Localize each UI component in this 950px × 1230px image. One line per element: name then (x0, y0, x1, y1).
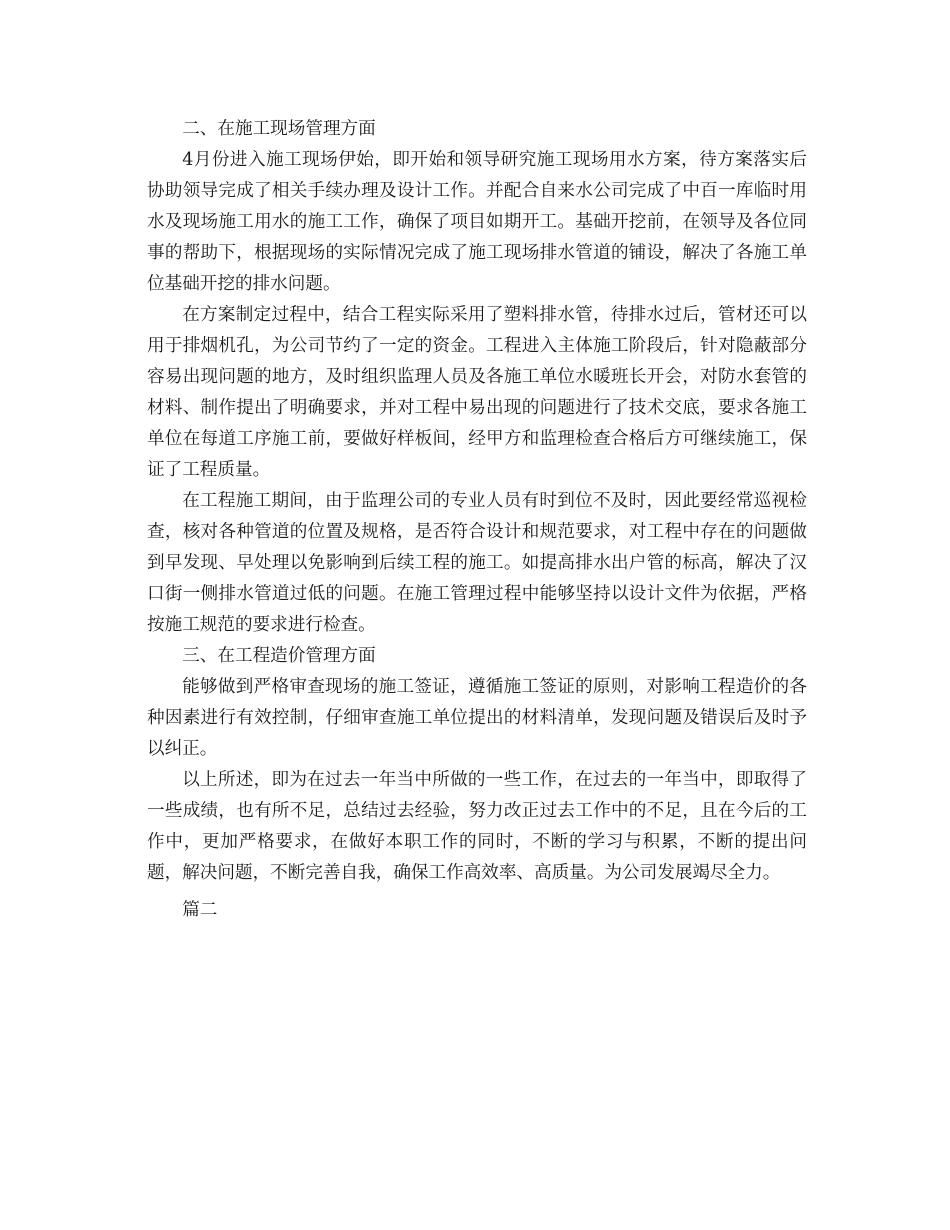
part-two-heading: 篇二 (182, 900, 218, 920)
document-body (147, 114, 807, 926)
section-heading-site-management: 二、在施工现场管理方面 (182, 119, 376, 139)
section-heading-cost-management: 三、在工程造价管理方面 (182, 646, 376, 666)
paragraph-water-plan: 4月份进入施工现场伊始，即开始和领导研究施工现场用水方案，待方案落实后协助领导完成了相关手续办理及设计工作。并配合自来水公司完成了中百一库临时用水及现场施工用水的施工工作，确保了项目如期开工。基础开挖前，在领导及各位同事的帮助下，根据现场的实际情况完成了施工现场排水管道的铺设，解决了各施工单位基础开挖的排水问题。 (147, 150, 807, 294)
paragraph-construction-period: 在工程施工期间，由于监理公司的专业人员有时到位不及时，因此要经常巡视检查，核对各种管道的位置及规格，是否符合设计和规范要求，对工程中存在的问题做到早发现、早处理以免影响到后续工程的施工。如提高排水出户管的标高，解决了汉口街一侧排水管道过低的问题。在施工管理过程中能够坚持以设计文件为依据，严格按施工规范的要求进行检查。 (147, 491, 807, 635)
paragraph-cost-control: 能够做到严格审查现场的施工签证，遵循施工签证的原则，对影响工程造价的各种因素进行有效控制，仔细审查施工单位提出的材料清单，发现问题及错误后及时予以纠正。 (147, 677, 807, 759)
paragraph-plan-formulation: 在方案制定过程中，结合工程实际采用了塑料排水管，待排水过后，管材还可以用于排烟机孔，为公司节约了一定的资金。工程进入主体施工阶段后，针对隐蔽部分容易出现问题的地方，及时组织监理人员及各施工单位水暖班长开会，对防水套管的材料、制作提出了明确要求，并对工程中易出现的问题进行了技术交底，要求各施工单位在每道工序施工前，要做好样板间，经甲方和监理检查合格后方可继续施工，保证了工程质量。 (147, 305, 807, 480)
paragraph-summary: 以上所述，即为在过去一年当中所做的一些工作，在过去的一年当中，即取得了一些成绩，也有所不足，总结过去经验，努力改正过去工作中的不足，且在今后的工作中，更加严格要求，在做好本职工作的同时，不断的学习与积累，不断的提出问题，解决问题，不断完善自我，确保工作高效率、高质量。为公司发展竭尽全力。 (147, 770, 807, 883)
